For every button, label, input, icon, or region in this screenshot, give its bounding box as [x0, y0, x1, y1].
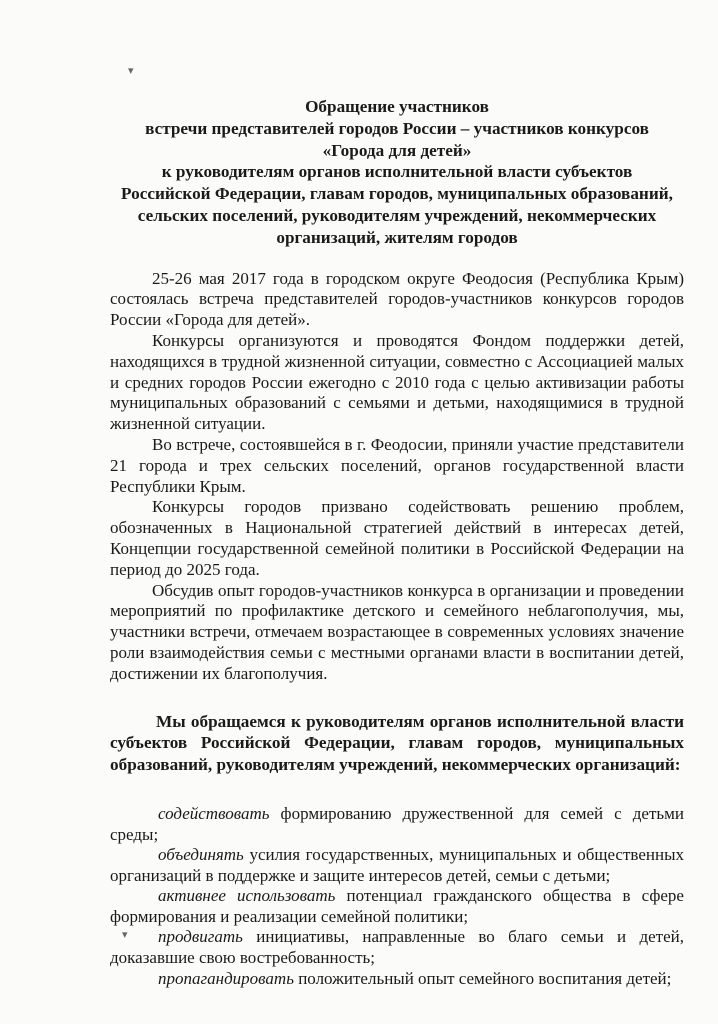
- item-text: инициативы, направленные во благо семьи и детей, доказавшие свою востребованность;: [110, 927, 684, 968]
- paragraph: Конкурсы городов призвано содействовать решению проблем, обозначенных в Национальной стратегией действий в интересах детей, Концепции государственной семейной политики в Российской Федерации на период до 2025 года.: [110, 497, 684, 579]
- body-text: [110, 269, 684, 685]
- title-line: встречи представителей городов России – участников конкурсов: [145, 118, 649, 138]
- paragraph: Обсудив опыт городов-участников конкурса в организации и проведении мероприятий по профилактике детского и семейного неблагополучия, мы, участники встречи, отмечаем возрастающее в современных условиях значение роли взаимодействия семьи с местными органами власти в воспитании детей, достижении их благополучия.: [110, 580, 684, 683]
- title-line: организаций, жителям городов: [276, 227, 518, 247]
- appeal-list: [110, 804, 684, 989]
- title-line: «Города для детей»: [322, 140, 472, 160]
- title-line: к руководителям органов исполнительной власти субъектов: [161, 162, 633, 182]
- paragraph: Во встрече, состоявшейся в г. Феодосии, приняли участие представители 21 города и трех сельских поселений, органов государственной власти Республики Крым.: [110, 434, 684, 496]
- list-item: [110, 886, 684, 927]
- title-line: Российской Федерации, главам городов, муниципальных образований,: [121, 184, 673, 204]
- paragraph: 25-26 мая 2017 года в городском округе Феодосия (Республика Крым) состоялась встреча представителей городов-участников конкурсов городов России «Города для детей».: [110, 268, 684, 330]
- list-item: [110, 804, 684, 845]
- appeal-heading: Мы обращаемся к руководителям органов исполнительной власти субъектов Российской Федерации, главам городов, муниципальных образований, руководителям учреждений, некоммерческих организаций:: [110, 711, 684, 775]
- scan-mark: ▾: [122, 928, 128, 941]
- item-text: потенциал гражданского общества в сфере формирования и реализации семейной политики;: [110, 886, 684, 926]
- document-title: [110, 96, 684, 249]
- item-verb: активнее использовать: [158, 886, 336, 906]
- item-verb: продвигать: [158, 927, 243, 947]
- list-item: [110, 969, 684, 990]
- title-line: Обращение участников: [305, 97, 489, 116]
- item-verb: объединять: [158, 845, 244, 865]
- item-text: формированию дружественной для семей с детьми среды;: [110, 803, 684, 844]
- list-item: [110, 845, 684, 886]
- item-text: положительный опыт семейного воспитания детей;: [293, 968, 672, 988]
- title-line: сельских поселений, руководителям учреждений, некоммерческих: [137, 205, 657, 225]
- item-verb: содействовать: [158, 803, 270, 823]
- item-text: усилия государственных, муниципальных и общественных организаций в поддержке и защите интересов детей, семьи с детьми;: [110, 845, 684, 885]
- scan-mark: ▾: [128, 64, 134, 77]
- list-item: [110, 927, 684, 968]
- paragraph: Конкурсы организуются и проводятся Фондом поддержки детей, находящихся в трудной жизненной ситуации, совместно с Ассоциацией малых и средних городов России ежегодно с 2010 года с целью активизации работы муниципальных образований с семьями и детьми, находящимися в трудной жизненной ситуации.: [110, 330, 684, 434]
- item-verb: пропагандировать: [158, 968, 294, 988]
